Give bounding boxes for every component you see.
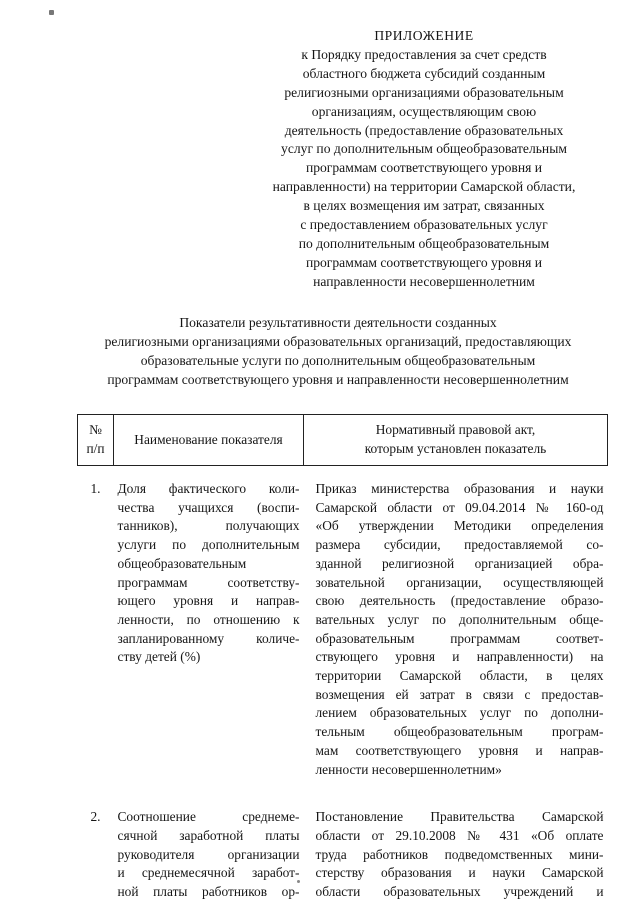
legal-act-line: области образовательных учреждений и — [315, 884, 604, 900]
scan-mark — [49, 10, 54, 15]
indicator-line: Доля фактического коли- — [117, 481, 300, 496]
scan-mark — [297, 880, 300, 883]
legal-act-line: Постановление Правительства Самарской — [315, 809, 604, 825]
legal-act-line: области от 29.10.2008 № 431 «Об оплате — [315, 827, 604, 843]
appendix-line: с предоставлением образовательных услуг — [300, 217, 548, 233]
indicator-line: ющего уровня и направ- — [117, 593, 300, 609]
row-indicator-name — [114, 466, 304, 780]
title-line: программам соответствующего уровня и направленности несовершеннолетним — [107, 372, 569, 387]
header-number-line: № — [89, 422, 102, 438]
table-row — [78, 779, 608, 902]
appendix-line: в целях возмещения им затрат, связанных — [303, 198, 545, 214]
header-legal-act-line: Нормативный правовой акт, — [375, 422, 536, 438]
table-row — [78, 466, 608, 780]
header-legal-act — [304, 415, 608, 466]
legal-act-line: ствующего уровня и направленности) на — [315, 649, 604, 665]
legal-act-line: свою деятельность (предоставление образо- — [315, 593, 604, 609]
appendix-line: программам соответствующего уровня и — [305, 254, 543, 270]
header-legal-act-line: которым установлен показатель — [364, 441, 547, 456]
indicator-line: Соотношение среднеме- — [117, 809, 300, 825]
indicator-line: и среднемесячной заработ- — [117, 865, 300, 881]
table-header-row — [78, 415, 608, 466]
indicator-line: сячной заработной платы — [117, 827, 300, 843]
title-line: образовательные услуги по дополнительным общеобразовательным — [140, 353, 536, 368]
legal-act-line: Приказ министерства образования и науки — [315, 481, 604, 496]
indicator-line: ству детей (%) — [117, 649, 201, 665]
legal-act-line: лением образовательных услуг по дополни- — [315, 705, 604, 721]
legal-act-line: зовательной организации, осуществляющей — [315, 574, 604, 590]
legal-act-line: вательных услуг по дополнительным обще- — [315, 611, 604, 627]
header-number — [78, 415, 114, 466]
legal-act-line: мам соответствующего уровня и направ- — [315, 742, 604, 758]
appendix-line: религиозными организациями образовательным — [284, 84, 564, 100]
indicator-line: запланированному количе- — [117, 630, 300, 646]
legal-act-line: тельным общеобразовательным програм- — [315, 724, 604, 740]
indicator-line: ленности, по отношению к — [117, 611, 300, 627]
appendix-line: направленности несовершеннолетним — [313, 273, 535, 289]
appendix-line: организациям, осуществляющим свою — [311, 103, 537, 119]
legal-act-line: Самарской области от 09.04.2014 № 160-од — [315, 499, 604, 515]
indicator-line: танников), получающих — [117, 518, 300, 534]
appendix-line: деятельность (предоставление образовательных — [284, 122, 564, 138]
appendix-line: по дополнительным общеобразовательным — [298, 235, 550, 251]
indicator-line: руководителя организации — [117, 846, 300, 862]
legal-act-line: размера субсидии, предоставляемой со- — [315, 537, 604, 553]
document-title — [60, 313, 616, 389]
legal-act-line: труда работников подведомственных мини- — [315, 846, 604, 862]
appendix-block — [248, 27, 600, 292]
appendix-line: программам соответствующего уровня и — [305, 160, 543, 176]
legal-act-line: «Об утверждении Методики определения — [315, 518, 604, 534]
legal-act-line: стерству образования и науки Самарской — [315, 865, 604, 881]
header-indicator-name — [114, 415, 304, 466]
row-legal-act — [304, 466, 608, 780]
header-indicator-name-text: Наименование показателя — [134, 431, 283, 447]
indicator-line: услуги по дополнительным — [117, 537, 300, 553]
appendix-line: к Порядку предоставления за счет средств — [301, 46, 547, 62]
title-line: Показатели результативности деятельности созданных — [179, 315, 497, 330]
title-line: религиозными организациями образовательных организаций, предоставляющих — [104, 334, 572, 349]
indicator-line: программам соответству- — [117, 574, 300, 590]
legal-act-line: зданной религиозной организацией обра- — [315, 555, 604, 571]
appendix-heading: ПРИЛОЖЕНИЕ — [374, 28, 474, 43]
row-number: 1. — [90, 481, 101, 496]
row-number: 2. — [90, 809, 101, 825]
indicator-line: чества учащихся (воспи- — [117, 499, 300, 515]
header-number-line: п/п — [86, 441, 105, 456]
appendix-line: направленности) на территории Самарской области, — [272, 179, 576, 195]
appendix-line: услуг по дополнительным общеобразовательным — [281, 141, 567, 157]
legal-act-line: возмещения ей затрат в связи с предостав- — [315, 686, 604, 702]
indicator-line: ной платы работников ор- — [117, 884, 300, 900]
row-legal-act — [304, 779, 608, 902]
row-indicator-name — [114, 779, 304, 902]
indicators-table — [77, 414, 608, 902]
legal-act-line: территории Самарской области, в целях — [315, 668, 604, 684]
legal-act-line: образовательным программам соответ- — [315, 630, 604, 646]
indicator-line: общеобразовательным — [117, 555, 247, 571]
appendix-line: областного бюджета субсидий созданным — [302, 65, 546, 81]
legal-act-line: ленности несовершеннолетним» — [315, 761, 502, 777]
